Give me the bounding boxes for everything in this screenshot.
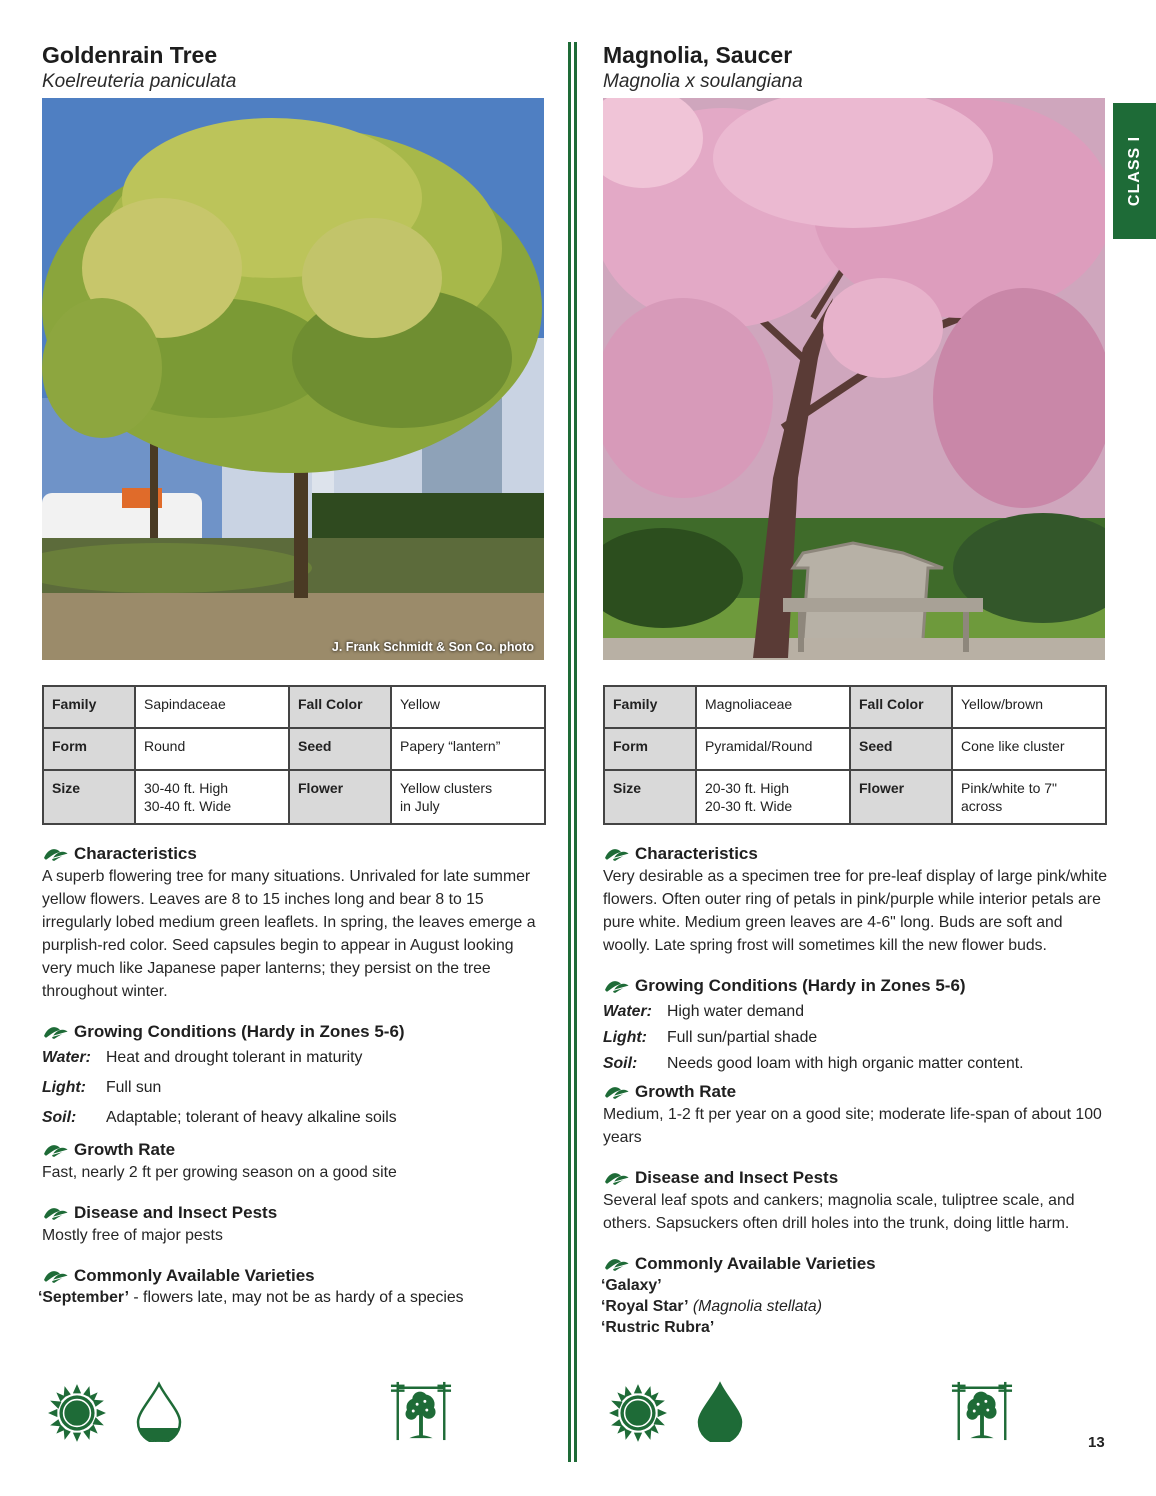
fall-color-label: Fall Color [850, 686, 952, 728]
family-label: Family [604, 686, 696, 728]
disease-section [42, 1202, 546, 1247]
family-value: Sapindaceae [135, 686, 289, 728]
size-label: Size [43, 770, 135, 824]
form-value: Pyramidal/Round [696, 728, 850, 770]
water-label: Water: [603, 1003, 652, 1020]
light-label: Light: [42, 1079, 86, 1096]
species-info-table [603, 685, 1107, 825]
leaf-icon [42, 1205, 70, 1221]
magnolia-photo [603, 98, 1105, 660]
full-sun-icon [46, 1382, 108, 1444]
disease-section [603, 1167, 1107, 1235]
class-tab [1113, 103, 1156, 239]
section-heading: Growth Rate [635, 1082, 737, 1101]
magnolia-column [603, 40, 1107, 1338]
soil-label: Soil: [603, 1055, 638, 1072]
species-latin-name: Koelreuteria paniculata [42, 71, 237, 92]
seed-label: Seed [850, 728, 952, 770]
growing-conditions-section [42, 1021, 546, 1129]
variety-item: ‘September’ - flowers late, may not be as hardy of a species [38, 1289, 464, 1306]
growth-rate-text: Medium, 1-2 ft per year on a good site; moderate life-span of about 100 years [603, 1106, 1102, 1146]
disease-text: Several leaf spots and cankers; magnolia scale, tuliptree scale, and others. Sapsuckers often drill holes into the trunk, doing little harm. [603, 1192, 1075, 1232]
class-tab-label: CLASS I [1125, 135, 1143, 207]
characteristics-text: Very desirable as a specimen tree for pre-leaf display of large pink/white flowers. Often outer ring of petals in pink/purple while interior petals are pure white. Medium green leaves are 4-6" long. Buds are soft and woolly. Late spring frost will sometimes kill the new flower buds. [603, 868, 1108, 954]
soil-value: Needs good loam with high organic matter content. [667, 1055, 1024, 1072]
page-number: 13 [1088, 1434, 1105, 1451]
water-value: Heat and drought tolerant in maturity [106, 1049, 363, 1066]
section-heading: Commonly Available Varieties [74, 1266, 315, 1285]
varieties-section [603, 1253, 1107, 1338]
water-label: Water: [42, 1049, 91, 1066]
growth-rate-section [42, 1139, 546, 1184]
leaf-icon [603, 846, 631, 862]
form-label: Form [604, 728, 696, 770]
column-divider [568, 42, 577, 1462]
growing-conditions-section [603, 975, 1107, 1075]
family-value: Magnoliaceae [696, 686, 850, 728]
light-label: Light: [603, 1029, 647, 1046]
right-icon-row [603, 1380, 1107, 1450]
goldenrain-column [38, 40, 546, 1308]
fall-color-value: Yellow [391, 686, 545, 728]
photo-credit: J. Frank Schmidt & Son Co. photo [331, 640, 534, 654]
family-label: Family [43, 686, 135, 728]
disease-text: Mostly free of major pests [42, 1227, 223, 1244]
size-value: 20-30 ft. High 20-30 ft. Wide [696, 770, 850, 824]
section-heading: Characteristics [635, 844, 758, 863]
fall-color-label: Fall Color [289, 686, 391, 728]
utility-line-tree-icon [951, 1380, 1013, 1442]
size-label: Size [604, 770, 696, 824]
low-water-icon [134, 1380, 184, 1442]
soil-value: Adaptable; tolerant of heavy alkaline soils [106, 1109, 397, 1126]
section-heading: Disease and Insect Pests [74, 1203, 278, 1222]
variety-item: ‘Rustric Rubra’ [601, 1319, 715, 1336]
leaf-icon [603, 1170, 631, 1186]
fall-color-value: Yellow/brown [952, 686, 1106, 728]
seed-value: Cone like cluster [952, 728, 1106, 770]
water-value: High water demand [667, 1003, 804, 1020]
section-heading: Disease and Insect Pests [635, 1168, 839, 1187]
section-heading: Growing Conditions (Hardy in Zones 5-6) [74, 1022, 405, 1041]
leaf-icon [603, 1256, 631, 1272]
variety-item: ‘Galaxy’ [601, 1277, 662, 1294]
characteristics-section [603, 843, 1107, 957]
size-value: 30-40 ft. High 30-40 ft. Wide [135, 770, 289, 824]
section-heading: Characteristics [74, 844, 197, 863]
section-heading: Commonly Available Varieties [635, 1254, 876, 1273]
flower-value: Yellow clusters in July [391, 770, 545, 824]
species-info-table [42, 685, 546, 825]
flower-label: Flower [850, 770, 952, 824]
soil-label: Soil: [42, 1109, 77, 1126]
varieties-section [38, 1265, 546, 1308]
variety-item: ‘Royal Star’ (Magnolia stellata) [601, 1298, 822, 1315]
leaf-icon [42, 1268, 70, 1284]
leaf-icon [603, 978, 631, 994]
light-value: Full sun/partial shade [667, 1029, 818, 1046]
section-heading: Growing Conditions (Hardy in Zones 5-6) [635, 976, 966, 995]
full-sun-icon [607, 1382, 669, 1444]
form-value: Round [135, 728, 289, 770]
seed-value: Papery “lantern” [391, 728, 545, 770]
leaf-icon [603, 1084, 631, 1100]
goldenrain-photo [42, 98, 544, 660]
seed-label: Seed [289, 728, 391, 770]
growth-rate-section [603, 1081, 1107, 1149]
light-value: Full sun [106, 1079, 162, 1096]
species-title: Goldenrain Tree [42, 42, 218, 68]
growth-rate-text: Fast, nearly 2 ft per growing season on a good site [42, 1164, 397, 1181]
form-label: Form [43, 728, 135, 770]
leaf-icon [42, 846, 70, 862]
characteristics-text: A superb flowering tree for many situations. Unrivaled for late summer yellow flowers. Leaves are 8 to 15 inches long and bear 8 to 15 irregularly lobed medium green leaflets. In spring, the leaves emerge a purplish-red color. Seed capsules begin to appear in August looking very much like Japanese paper lanterns; they persist on the tree throughout winter. [42, 868, 536, 1000]
section-heading: Growth Rate [74, 1140, 176, 1159]
high-water-icon [695, 1380, 745, 1442]
leaf-icon [42, 1024, 70, 1040]
leaf-icon [42, 1142, 70, 1158]
characteristics-section [42, 843, 546, 1003]
utility-line-tree-icon [390, 1380, 452, 1442]
left-icon-row [42, 1380, 546, 1450]
species-latin-name: Magnolia x soulangiana [603, 71, 803, 92]
flower-value: Pink/white to 7" across [952, 770, 1106, 824]
species-title: Magnolia, Saucer [603, 42, 793, 68]
flower-label: Flower [289, 770, 391, 824]
